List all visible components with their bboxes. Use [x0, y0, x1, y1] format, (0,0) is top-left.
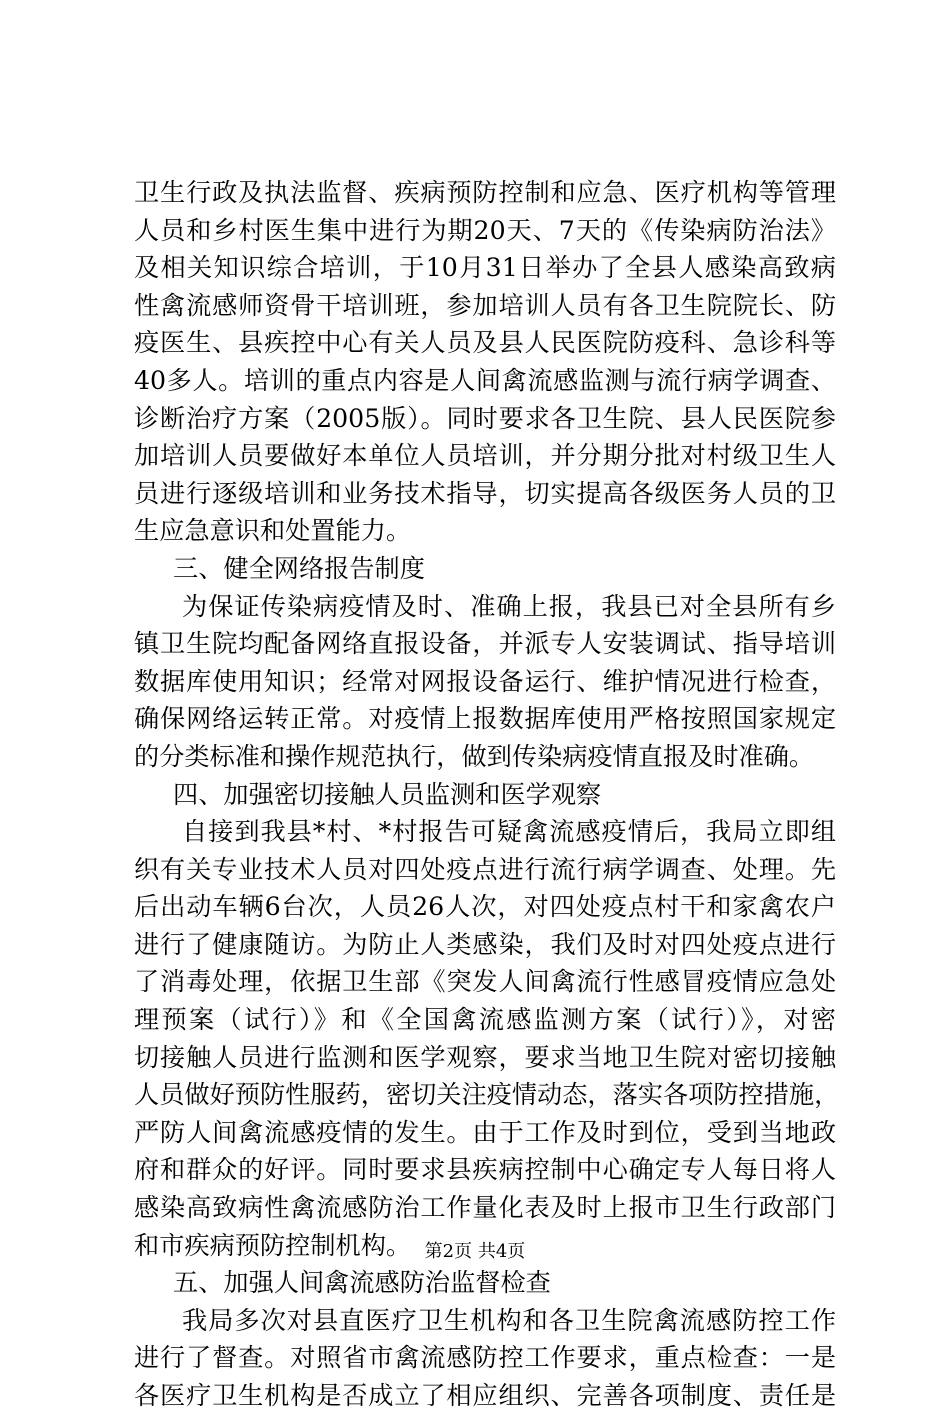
page-footer	[0, 1240, 950, 1264]
body-line: 员进行逐级培训和业务技术指导，切实提高各级医务人员的卫	[134, 478, 836, 508]
body-line: 进行了督查。对照省市禽流感防控工作要求，重点检查：一是	[134, 1343, 836, 1373]
body-line: 进行了健康随访。为防止人类感染，我们及时对四处疫点进行	[134, 929, 836, 959]
body-line: 及相关知识综合培训，于10月31日举办了全县人感染高致病	[134, 253, 836, 283]
body-line: 确保网络运转正常。对疫情上报数据库使用严格按照国家规定	[134, 704, 836, 734]
body-line: 人员和乡村医生集中进行为期20天、7天的《传染病防治法》	[134, 215, 836, 245]
body-line: 为保证传染病疫情及时、准确上报，我县已对全县所有乡	[182, 591, 836, 621]
section-heading-5: 五、加强人间禽流感防治监督检查	[173, 1268, 551, 1298]
body-line: 各医疗卫生机构是否成立了相应组织、完善各项制度、责任是	[134, 1381, 836, 1410]
body-line: 后出动车辆6台次，人员26人次，对四处疫点村干和家禽农户	[134, 892, 836, 922]
body-line: 性禽流感师资骨干培训班，参加培训人员有各卫生院院长、防	[134, 290, 836, 320]
body-line: 疫医生、县疾控中心有关人员及县人民医院防疫科、急诊科等	[134, 328, 836, 358]
body-line: 严防人间禽流感疫情的发生。由于工作及时到位，受到当地政	[134, 1117, 836, 1147]
body-line: 数据库使用知识；经常对网报设备运行、维护情况进行检查，	[134, 666, 836, 696]
body-line: 镇卫生院均配备网络直报设备，并派专人安装调试、指导培训	[134, 629, 836, 659]
body-line: 我局多次对县直医疗卫生机构和各卫生院禽流感防控工作	[182, 1305, 836, 1335]
section-heading-4: 四、加强密切接触人员监测和医学观察	[173, 779, 602, 809]
body-line: 理预案（试行）》和《全国禽流感监测方案（试行）》，对密	[134, 1005, 836, 1035]
body-line: 人员做好预防性服药，密切关注疫情动态，落实各项防控措施，	[134, 1080, 840, 1110]
body-line: 感染高致病性禽流感防治工作量化表及时上报市卫生行政部门	[134, 1193, 836, 1223]
body-line: 40多人。培训的重点内容是人间禽流感监测与流行病学调查、	[134, 365, 836, 395]
section-heading-3: 三、健全网络报告制度	[173, 553, 425, 583]
document-body	[134, 174, 840, 1415]
body-line: 了消毒处理，依据卫生部《突发人间禽流行性感冒疫情应急处	[134, 967, 836, 997]
body-line: 府和群众的好评。同时要求县疾病控制中心确定专人每日将人	[134, 1155, 836, 1185]
page-number: 第2页 共4页	[424, 1241, 526, 1262]
body-line: 诊断治疗方案（2005版）。同时要求各卫生院、县人民医院参	[134, 403, 836, 433]
body-line: 的分类标准和操作规范执行，做到传染病疫情直报及时准确。	[134, 741, 815, 771]
body-line: 自接到我县*村、*村报告可疑禽流感疫情后，我局立即组	[182, 817, 836, 847]
body-line: 切接触人员进行监测和医学观察，要求当地卫生院对密切接触	[134, 1042, 836, 1072]
body-line: 加培训人员要做好本单位人员培训，并分期分批对村级卫生人	[134, 441, 836, 471]
body-line: 生应急意识和处置能力。	[134, 516, 412, 546]
body-line: 织有关专业技术人员对四处疫点进行流行病学调查、处理。先	[134, 854, 836, 884]
body-line: 和市疾病预防控制机构。	[134, 1230, 412, 1260]
body-line: 卫生行政及执法监督、疾病预防控制和应急、医疗机构等管理	[134, 178, 836, 207]
